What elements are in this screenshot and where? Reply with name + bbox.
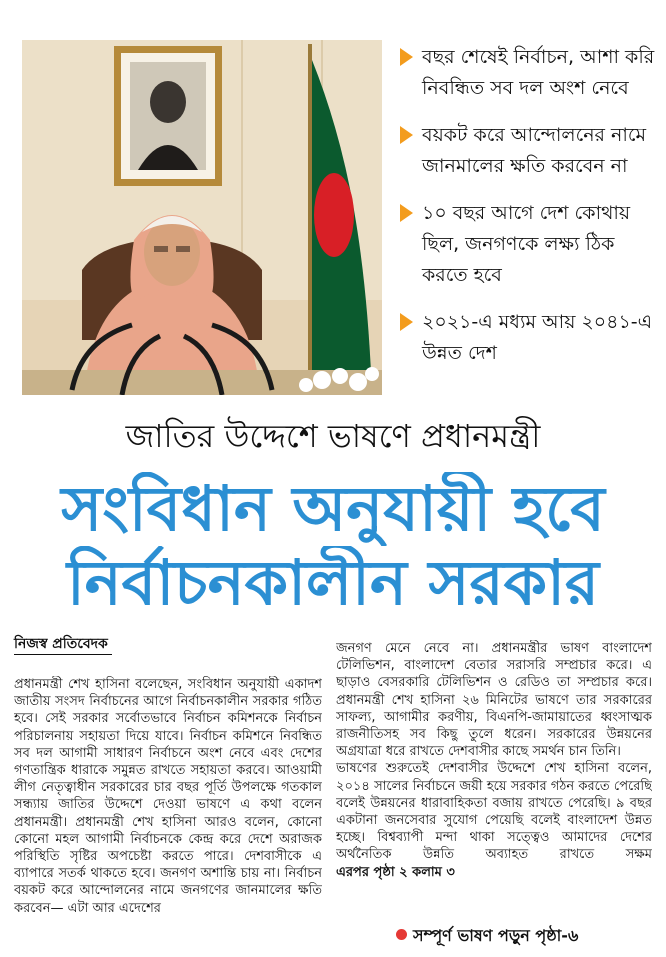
- continued-on-page[interactable]: এরপর পৃষ্ঠা ২ কলাম ৩: [336, 864, 455, 880]
- portrait-frame: [114, 46, 222, 186]
- lead-photo: [22, 40, 382, 395]
- arrow-bullet-icon: [400, 204, 413, 222]
- read-full-speech-link[interactable]: [396, 924, 578, 948]
- main-headline-line-2: নির্বাচনকালীন সরকার: [66, 546, 600, 619]
- bullet-text: ২০২১-এ মধ্যম আয় ২০৪১-এ উন্নত দেশ: [422, 311, 653, 364]
- bullet-text: বয়কট করে আন্দোলনের নামে জানমালের ক্ষতি করবেন না: [422, 124, 647, 177]
- kicker-headline: জাতির উদ্দেশে ভাষণে প্রধানমন্ত্রী: [125, 417, 541, 455]
- article-column-right: [336, 640, 652, 912]
- photo-illustration: [22, 40, 382, 395]
- bullet-text: বছর শেষেই নির্বাচন, আশা করি নিবন্ধিত সব দল অংশ নেবে: [422, 46, 655, 99]
- article-paragraph: প্রধানমন্ত্রী শেখ হাসিনা বলেছেন, সংবিধান অনুযায়ী একাদশ জাতীয় সংসদ নির্বাচনের আগে নির্বাচনকালীন সরকার গঠিত হবে। সেই সরকার সর্বোতভাবে নির্বাচন কমিশনকে নির্বাচন পরিচালনায় সহায়তা দিয়ে যাবে। নির্বাচন কমিশনে নিবন্ধিত সব দল আগামী সাধারণ নির্বাচনে অংশ নেবে এবং দেশের গণতান্ত্রিক ধারাকে সমুন্নত রাখতে সহায়তা করবে। আওয়ামী লীগ নেতৃত্বাধীন সরকারের চার বছর পূর্তি উপলক্ষে গতকাল সন্ধ্যায় জাতির উদ্দেশে দেওয়া ভাষণে এ কথা বলেন প্রধানমন্ত্রী। প্রধানমন্ত্রী শেখ হাসিনা আরও বলেন, কোনো কোনো মহল আগামী নির্বাচনকে কেন্দ্র করে দেশে অরাজক পরিস্থিতি সৃষ্টির অপচেষ্টা করতে পারে। দেশবাসীকে এ ব্যাপারে সতর্ক থাকতে হবে। জনগণ অশান্তি চায় না। নির্বাচন বয়কট করে আন্দোলনের নামে জনগণের জানমালের ক্ষতি করবেন— এটা আর এদেশের: [14, 677, 322, 916]
- highlight-bullet: [398, 307, 660, 369]
- article-paragraph: [336, 760, 652, 880]
- red-dot-icon: [396, 929, 407, 940]
- highlight-bullet: [398, 42, 660, 104]
- arrow-bullet-icon: [400, 126, 413, 144]
- arrow-bullet-icon: [400, 313, 413, 331]
- bullet-text: ১০ বছর আগে দেশ কোথায় ছিল, জনগণকে লক্ষ্য ঠিক করতে হবে: [422, 202, 631, 286]
- article-paragraph: জনগণ মেনে নেবে না। প্রধানমন্ত্রীর ভাষণ বাংলাদেশ টেলিভিশন, বাংলাদেশ বেতার সরাসরি সম্প্রচার করে। এ ছাড়াও বেসরকারি টেলিভিশন ও রেডিও তা সম্প্রচার করে। প্রধানমন্ত্রী শেখ হাসিনা ২৬ মিনিটের ভাষণে তার সরকারের সাফল্য, আগামীর করণীয়, বিএনপি-জামায়াতের ধ্বংসাত্মক রাজনীতিসহ সব কিছু তুলে ধরেন। সরকারের উন্নয়নের অগ্রযাত্রা ধরে রাখতে দেশবাসীর কাছে সমর্থন চান তিনি।: [336, 641, 652, 760]
- highlight-bullets: [398, 42, 660, 385]
- article-paragraph-text: ভাষণের শুরুতেই দেশবাসীর উদ্দেশে শেখ হাসিনা বলেন, ২০১৪ সালের নির্বাচনে জয়ী হয়ে সরকার গঠন করতে পেরেছি বলেই উন্নয়নের ধারাবাহিকতা বজায় রাখতে পেরেছি। ৯ বছর একটানা জনসেবার সুযোগ পেয়েছি বলেই বাংলাদেশ উন্নত হচ্ছে। বিশ্বব্যাপী মন্দা থাকা সত্ত্বেও আমাদের দেশের অর্থনৈতিক উন্নতি অব্যাহত রাখতে সক্ষম: [336, 761, 652, 863]
- read-full-speech-text: সম্পূর্ণ ভাষণ পড়ুন পৃষ্ঠা-৬: [413, 926, 579, 945]
- highlight-bullet: [398, 120, 660, 182]
- main-headline-line-1: সংবিধান অনুযায়ী হবে: [61, 472, 605, 545]
- arrow-bullet-icon: [400, 48, 413, 66]
- byline: নিজস্ব প্রতিবেদক: [14, 634, 112, 655]
- article-column-left: [14, 676, 322, 948]
- highlight-bullet: [398, 198, 660, 291]
